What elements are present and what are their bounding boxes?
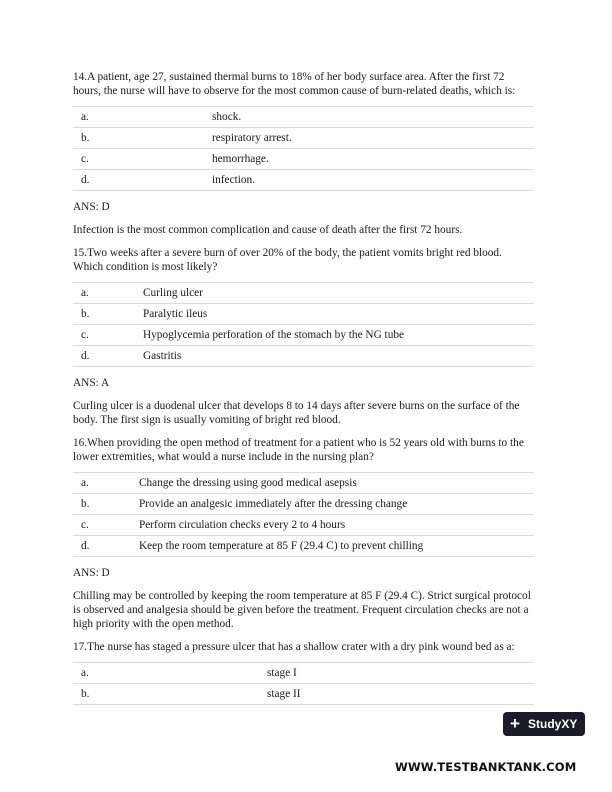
option-text: stage I <box>259 663 534 684</box>
option-text: infection. <box>204 170 534 191</box>
question-15-answer: ANS: A <box>73 377 110 389</box>
option-letter: a. <box>73 283 135 304</box>
option-letter: b. <box>73 684 259 705</box>
option-letter: c. <box>73 149 204 170</box>
question-17-options <box>73 662 534 705</box>
option-text: Provide an analgesic immediately after the dressing change <box>131 494 534 515</box>
option-text: hemorrhage. <box>204 149 534 170</box>
option-letter: d. <box>73 346 135 367</box>
question-14-answer: ANS: D <box>73 201 110 213</box>
option-row <box>73 494 534 515</box>
studyxy-label: StudyXY <box>528 717 578 731</box>
option-text: Keep the room temperature at 85 F (29.4 C) to prevent chilling <box>131 536 534 557</box>
option-letter: c. <box>73 325 135 346</box>
option-row <box>73 149 534 170</box>
question-16-answer: ANS: D <box>73 567 110 579</box>
option-row <box>73 170 534 191</box>
option-letter: a. <box>73 663 259 684</box>
option-letter: d. <box>73 536 131 557</box>
option-text: stage II <box>259 684 534 705</box>
document-page <box>73 70 534 714</box>
option-row <box>73 684 534 705</box>
option-letter: c. <box>73 515 131 536</box>
option-text: Gastritis <box>135 346 534 367</box>
option-text: respiratory arrest. <box>204 128 534 149</box>
option-row <box>73 128 534 149</box>
option-letter: a. <box>73 107 204 128</box>
option-letter: b. <box>73 304 135 325</box>
studyxy-badge[interactable] <box>503 712 585 736</box>
option-text: shock. <box>204 107 534 128</box>
option-text: Change the dressing using good medical asepsis <box>131 473 534 494</box>
question-15-stem: 15.Two weeks after a severe burn of over 20% of the body, the patient vomits bright red blood. Which condition is most likely? <box>73 247 502 273</box>
option-row <box>73 663 534 684</box>
question-14-stem: 14.A patient, age 27, sustained thermal burns to 18% of her body surface area. After the first 72 hours, the nurse will have to observe for the most common cause of burn-related deaths, which is: <box>73 71 516 97</box>
option-row <box>73 515 534 536</box>
plus-icon: + <box>510 714 520 733</box>
option-row <box>73 107 534 128</box>
footer-url: WWW.TESTBANKTANK.COM <box>395 760 577 774</box>
option-letter: b. <box>73 128 204 149</box>
option-row <box>73 304 534 325</box>
option-text: Paralytic ileus <box>135 304 534 325</box>
question-15-options <box>73 282 534 367</box>
option-row <box>73 346 534 367</box>
option-row <box>73 325 534 346</box>
option-letter: a. <box>73 473 131 494</box>
option-text: Curling ulcer <box>135 283 534 304</box>
option-text: Perform circulation checks every 2 to 4 hours <box>131 515 534 536</box>
question-16-stem: 16.When providing the open method of treatment for a patient who is 52 years old with burns to the lower extremities, what would a nurse include in the nursing plan? <box>73 437 524 463</box>
question-17-stem: 17.The nurse has staged a pressure ulcer that has a shallow crater with a dry pink wound bed as a: <box>73 641 515 653</box>
option-row <box>73 283 534 304</box>
question-16-rationale: Chilling may be controlled by keeping the room temperature at 85 F (29.4 C). Strict surgical protocol is observed and analgesia should be given before the treatment. Frequent circulation checks are not a high priority with the open method. <box>73 590 531 630</box>
question-16-options <box>73 472 534 557</box>
option-letter: b. <box>73 494 131 515</box>
option-row <box>73 473 534 494</box>
question-15-rationale: Curling ulcer is a duodenal ulcer that develops 8 to 14 days after severe burns on the surface of the body. The first sign is usually vomiting of bright red blood. <box>73 400 520 426</box>
option-text: Hypoglycemia perforation of the stomach by the NG tube <box>135 325 534 346</box>
option-row <box>73 536 534 557</box>
option-letter: d. <box>73 170 204 191</box>
question-14-options <box>73 106 534 191</box>
question-14-rationale: Infection is the most common complication and cause of death after the first 72 hours. <box>73 224 463 236</box>
